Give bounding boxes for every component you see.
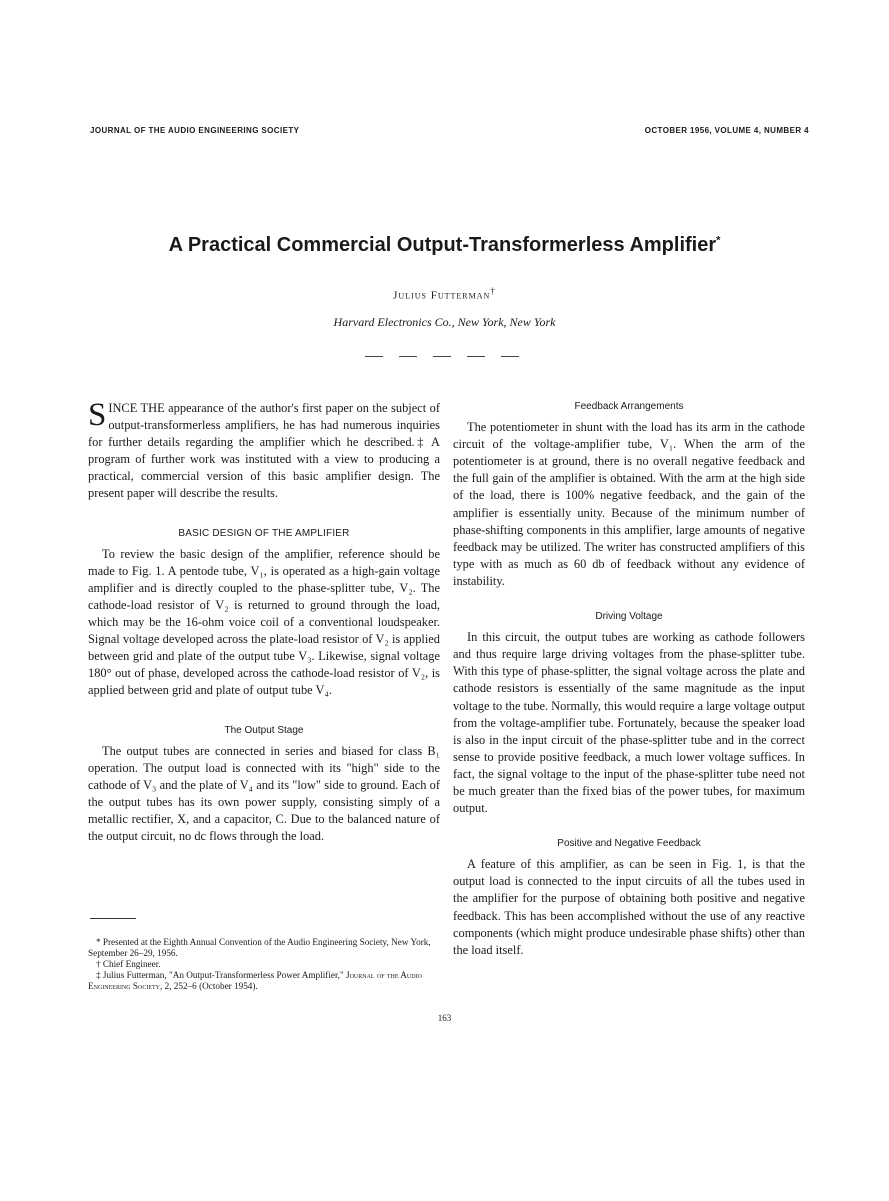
author-text: Julius Futterman [393,289,491,302]
section-heading-driving-voltage: Driving Voltage [595,611,663,623]
footnote-reference-citation: 2, 252–6 (October 1954). [164,981,258,991]
title-text: A Practical Commercial Output-Transformerless Amplifier [168,234,717,256]
running-head-issue: OCTOBER 1956, VOLUME 4, NUMBER 4 [644,126,809,135]
author-footnote-mark: † [490,286,496,296]
article-title [0,234,889,257]
title-footnote-mark: * [716,234,721,247]
author-affiliation: Harvard Electronics Co., New York, New York [333,315,556,329]
footnote-reference-journal: Journal of the Audio Engineering Society, [88,970,422,991]
intro-paragraph [88,397,440,503]
title-separator-rule [365,356,530,357]
page-number: 163 [437,1013,452,1023]
intro-text: INCE THE appearance of the author's first paper on the subject of output-transformerless amplifiers, he has had numerous inquiries for further details regarding the amplifier which he described.‡ A program of further work was instituted with a view to producing a practical, commercial version of this basic amplifier design. The present paper will describe the results. [88,401,440,501]
right-column [453,398,805,959]
footnote-reference [88,970,440,992]
section-heading-positive-negative: Positive and Negative Feedback [557,838,701,850]
footnote-rule [90,918,136,919]
footnote-chief-engineer: † Chief Engineer. [96,959,161,969]
section-heading-basic-design: BASIC DESIGN OF THE AMPLIFIER [178,527,350,539]
feedback-paragraph: The potentiometer in shunt with the load has its arm in the cathode circuit of the voltage-amplifier tube, V₁. When the arm of the potentiometer is at ground, there is no overall negative feedback and the full gain of the amplifier is obtained. With the arm at the high side of the load, there is 100% negative feedback, and the gain of the amplifier is essentially unity. Because of the minimum number of phase-shifting components in this amplifier, large amounts of negative feedback may be utilized. The writer has constructed amplifiers of this type with as much as 60 db of feedback without any evidence of instability. [453,420,805,588]
footnote-reference-author: ‡ Julius Futterman, "An Output-Transformerless Power Amplifier," [96,970,344,980]
left-column [88,397,440,845]
section-heading-output-stage: The Output Stage [224,724,304,736]
output-stage-paragraph: The output tubes are connected in series and biased for class B₁ operation. The output load is connected with its "high" side to the cathode of V₃ and the plate of V₄ and its "low" side to ground. Each of the output tubes has its own power supply, consisting simply of a metallic rectifier, X, and a capacitor, C. Due to the balanced nature of the output circuit, no dc flows through the load. [88,743,440,844]
basic-design-paragraph: To review the basic design of the amplifier, reference should be made to Fig. 1. A pentode tube, V₁, is operated as a high-gain voltage amplifier and is directly coupled to the phase-splitter tube, V₂. The cathode-load resistor of V₂ is returned to ground through the load, which may be the 16-ohm voice coil of a conventional loudspeaker. Signal voltage developed across the plate-load resistor of V₂ is applied between grid and plate of the output tube V₃. Likewise, signal voltage 180° out of phase, developed across the cathode-load resistor of V₂, is applied between grid and plate of output tube V₄. [88,546,440,698]
section-heading-feedback: Feedback Arrangements [574,401,684,412]
footnotes [88,937,440,992]
running-head-journal: JOURNAL OF THE AUDIO ENGINEERING SOCIETY [90,126,300,135]
positive-negative-paragraph: A feature of this amplifier, as can be seen in Fig. 1, is that the output load is connected to the input circuits of all the tubes used in the amplifier for the purpose of obtaining both positive and negative feedback. This has been accomplished without the use of any reactive components (which might produce undesirable phase shifts) other than the load itself. [453,857,805,957]
drop-cap: S [88,397,107,433]
footnote-presented: * Presented at the Eighth Annual Convention of the Audio Engineering Society, New York, September 26–29, 1956. [88,937,431,958]
driving-voltage-paragraph: In this circuit, the output tubes are working as cathode followers and thus require large driving voltages from the phase-splitter tube. With this type of phase-splitter, the signal voltage across the plate and cathode resistors is essentially of the same magnitude as the input voltage to the tube. Normally, this would require a large voltage output from the voltage-amplifier tube. Fortunately, because the speaker load is also in the input circuit of the phase-splitter tube and in the correct sense to provide positive feedback, a much lower voltage suffices. In fact, the signal voltage to the input of the phase-splitter tube need not be much greater than the fixed bias of the power tubes, for maximum output. [453,630,805,816]
author-name [0,286,889,302]
